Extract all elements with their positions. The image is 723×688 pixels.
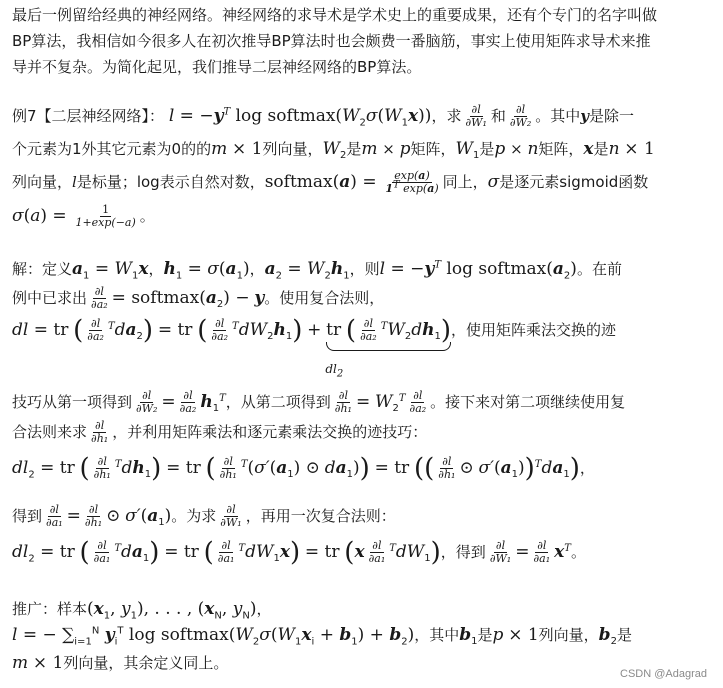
underbrace-dl2: tr ( $\frac{\partial l}{\text{∂a₂}}$ $^TW_2dh_1$) xyxy=(326,318,451,343)
example-label: 例7【二层神经网络】： xyxy=(12,107,165,125)
intro-line-2: BP算法，我相信如今很多人在初次推导BP算法时也会颇费一番脑筋，事实上使用矩阵求导术来推 xyxy=(12,32,651,50)
watermark: CSDN @Adagrad xyxy=(620,668,707,680)
frac-dl-dw1: $\frac{\partial l}{\text{∂W₁}}$ xyxy=(465,103,487,129)
solution-eq-dl2-b: $dl_2$ = tr ( $\frac{\partial l}{\text{∂a₁}}$ $^Tda_1$) = tr ( $\frac{\partial l}{\text{∂a₁}}$ $^TdW_1x$) = tr (x $\frac{\partial l}{\text{∂a₁}}$ $^TdW_1$)，得到 $\frac{\partial l}{\text{∂W₁}}$ = $\frac{\partial l}{\text{∂a₁}}$ $x^T$。 xyxy=(12,537,586,568)
intro-line-3: 导并不复杂。为简化起见，我们推导二层神经网络的BP算法。 xyxy=(12,58,422,76)
underbrace-label: $dl_2$ xyxy=(325,362,344,380)
solution-eq-dl: dl = tr ( $\frac{\partial l}{\text{∂a₂}}$ $^Tda_2$) = tr ( $\frac{\partial l}{\text{∂a₂}}$ $^TdW_2h_1$) + tr ( $\frac{\partial l}{\text{∂a₂}}$ $^TW_2dh_1$) ，使用矩阵乘法交换的迹 xyxy=(12,318,616,343)
solution-line-3: 技巧从第一项得到 $\frac{\partial l}{\text{∂W₂}}$ = $\frac{\partial l}{\text{∂a₂}}$ $h_1^T$，从第二项得到 $\frac{\partial l}{\text{∂h₁}}$ = $W_2^T$ $\frac{\partial l}{\text{∂a₂}}$ 。接下来对第二项继续使用复 xyxy=(12,389,626,415)
frac-dl-dw2: $\frac{\partial l}{\text{∂W₂}}$ xyxy=(509,103,532,129)
solution-line-1: 解：定义$a_1 = W_1x$，$h_1 = \sigma(a_1)$，$a_2 = W_2h_1$，则$l = -y^T$ $\log softmax(a_2)$。在前 xyxy=(12,259,622,282)
example-line-2: 个元素为1外其它元素为0的的m × 1列向量，$W_2$是m × p矩阵，$W_1$是p × n矩阵，x是n × 1 xyxy=(12,139,655,161)
solution-line-4: 合法则来求 $\frac{\partial l}{\text{∂h₁}}$ ，并利用矩阵乘法和逐元素乘法交换的迹技巧： xyxy=(12,419,428,445)
solution-line-2: 例中已求出 $\frac{\partial l}{\text{∂a₂}}$ = $softmax(a_2) - y$。使用复合法则， xyxy=(12,285,385,311)
intro-line-1: 最后一例留给经典的神经网络。神经网络的求导术是学术史上的重要成果，还有个专门的名字叫做 xyxy=(12,6,658,24)
solution-line-5: 得到 $\frac{\partial l}{\text{∂a₁}}$ = $\frac{\partial l}{\text{∂h₁}}$ ⊙ $\sigma'(a_1)$。为求 $\frac{\partial l}{\text{∂W₁}}$ ，再用一次复合法则： xyxy=(12,503,396,529)
example-line-4: σ(a) = $\frac{1}{1+\exp(-a)}$ 。 xyxy=(12,203,155,229)
solution-eq-dl2-a: $dl_2$ = tr ( $\frac{\partial l}{\text{∂h₁}}$ $^Tdh_1$) = tr ( $\frac{\partial l}{\text{∂h₁}}$ $^T(\sigma'(a_1)$ ⊙ $da_1$)) = tr (( $\frac{\partial l}{\text{∂h₁}}$ ⊙ $\sigma'(a_1))^Tda_1$)， xyxy=(12,453,595,484)
general-line-1: 推广：样本($x_1$, $y_1$), . . . , ($x_N$, $y_N$)， xyxy=(12,599,272,622)
example-line-1: 例7【二层神经网络】： $l = -y^T$ $\log softmax(W_2\sigma(W_1x))$，求 $\frac{\partial l}{\text{∂W₁}}$ 和 $\frac{\partial l}{\text{∂W₂}}$ 。其中y是除一 xyxy=(12,103,635,129)
general-line-2: l = − $\sum_{i=1}^N$ $y_i^T$ $\log softmax(W_2\sigma(W_1x_i + b_1) + b_2)$，其中$b_1$是p × 1列向量，$b_2$是 xyxy=(12,625,632,648)
general-line-3: m × 1列向量，其余定义同上。 xyxy=(12,653,229,673)
example-line-3: 列向量，l是标量；log表示自然对数，softmax(a) = $\frac{\exp(a)}{1^T \exp(a)}$ 同上，σ是逐元素sigmoid函数 xyxy=(12,169,649,195)
